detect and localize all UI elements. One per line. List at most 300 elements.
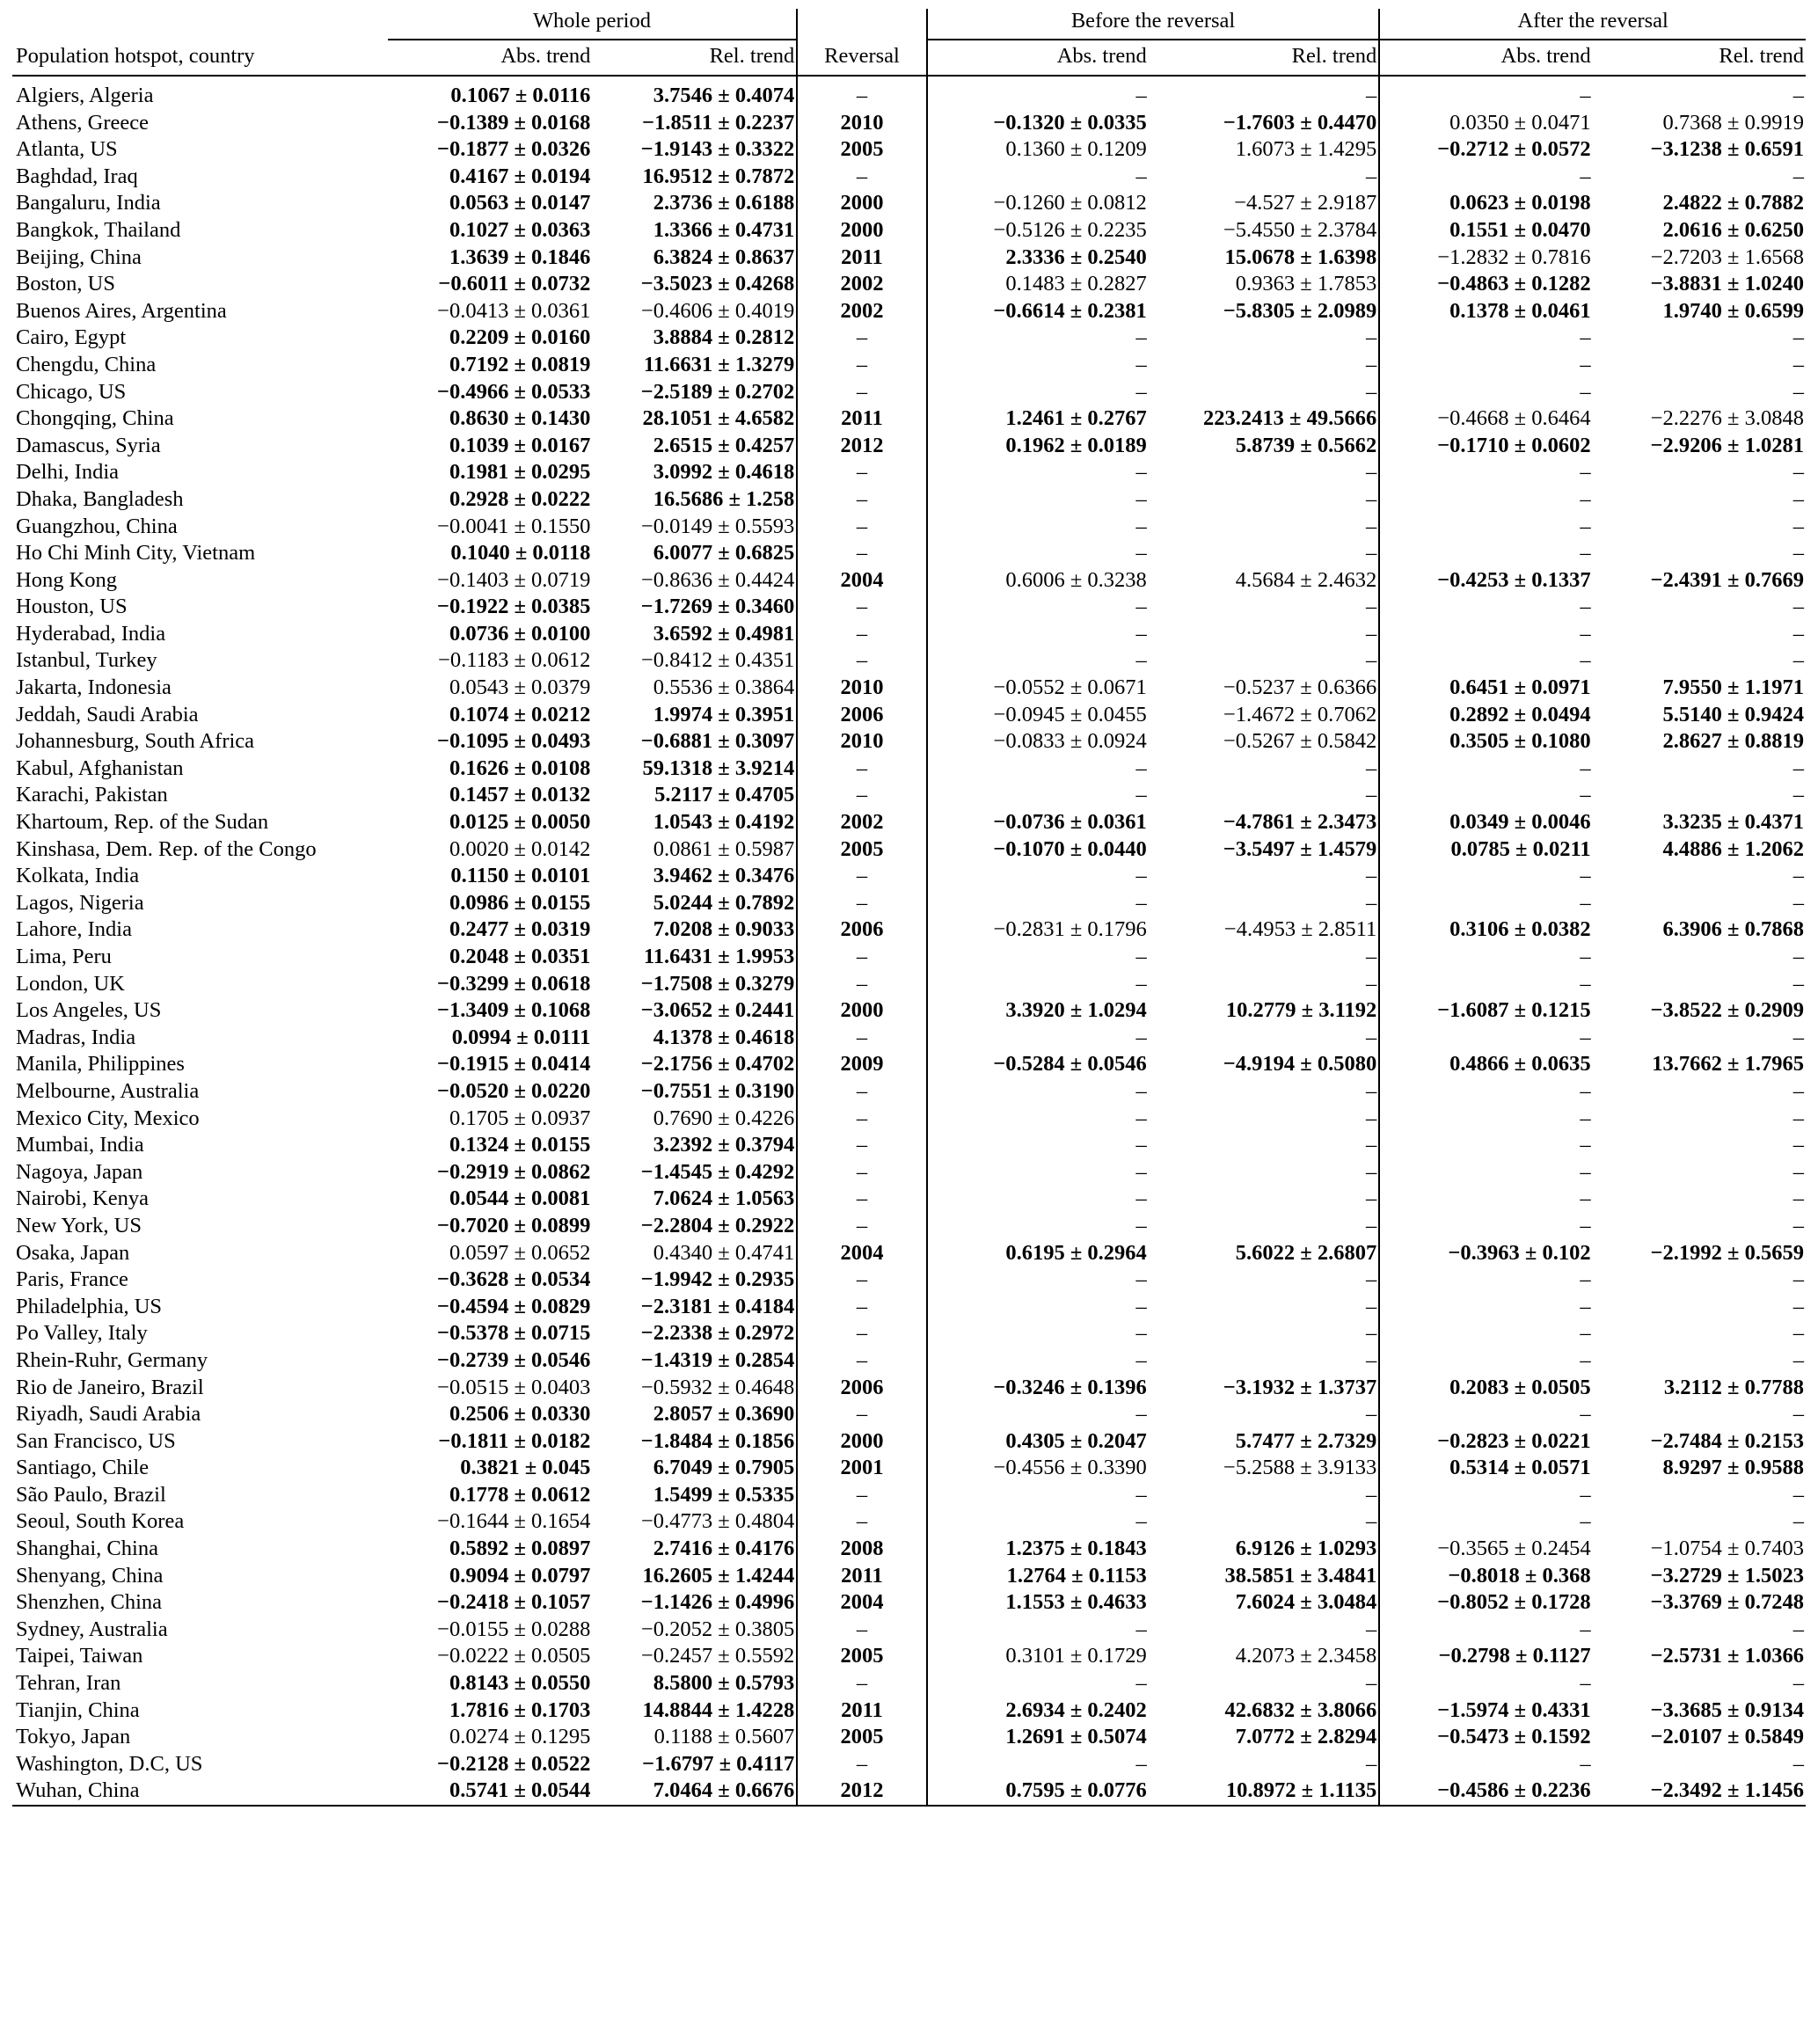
- table-row: [12, 136, 1806, 164]
- table-row: [12, 459, 1806, 486]
- cell-whole-abs-trend: −0.1389 ± 0.0168: [437, 110, 591, 135]
- cell-hotspot-name: Po Valley, Italy: [16, 1321, 148, 1346]
- cell-whole-abs-trend: 0.1067 ± 0.0116: [450, 84, 591, 107]
- cell-whole-abs-trend: −0.4966 ± 0.0533: [437, 379, 591, 404]
- cell-whole-rel-trend: 0.1188 ± 0.5607: [653, 1725, 795, 1749]
- table-row: [12, 1778, 1806, 1806]
- table-row: [12, 76, 1806, 110]
- cell-before-abs-trend: 0.1360 ± 0.1209: [927, 136, 1149, 164]
- cell-whole-abs-trend: −0.0413 ± 0.0361: [437, 298, 591, 323]
- cell-reversal-year: –: [797, 1508, 927, 1536]
- table-row: [12, 1455, 1806, 1482]
- table-row: [12, 1536, 1806, 1563]
- cell-before-abs-trend: –: [927, 1670, 1149, 1697]
- cell-hotspot-name: New York, US: [16, 1213, 142, 1237]
- table-body: [12, 76, 1806, 1806]
- cell-after-abs-trend: –: [1379, 1294, 1592, 1321]
- cell-after-rel-trend: 2.0616 ± 0.6250: [1662, 217, 1804, 242]
- cell-whole-rel-trend: −3.5023 ± 0.4268: [640, 272, 795, 296]
- cell-reversal-year: –: [797, 782, 927, 809]
- cell-after-rel-trend: –: [1792, 864, 1804, 888]
- table-row: [12, 1697, 1806, 1725]
- cell-hotspot-name: Taipei, Taiwan: [16, 1644, 143, 1668]
- cell-whole-abs-trend: 0.0544 ± 0.0081: [449, 1186, 591, 1211]
- cell-whole-abs-trend: −0.0515 ± 0.0403: [437, 1375, 591, 1399]
- cell-after-rel-trend: –: [1792, 514, 1804, 538]
- cell-after-abs-trend: –: [1379, 594, 1592, 621]
- cell-whole-abs-trend: 0.0125 ± 0.0050: [449, 810, 591, 835]
- cell-reversal-year: –: [797, 1078, 927, 1106]
- cell-after-rel-trend: –: [1792, 1671, 1804, 1696]
- cell-reversal-year: –: [797, 379, 927, 406]
- cell-reversal-year: –: [797, 1617, 927, 1644]
- cell-whole-rel-trend: −2.5189 ± 0.2702: [640, 379, 795, 404]
- cell-hotspot-name: Jakarta, Indonesia: [16, 675, 172, 700]
- cell-hotspot-name: Kolkata, India: [16, 864, 140, 888]
- cell-before-rel-trend: –: [1366, 486, 1377, 511]
- cell-hotspot-name: Bangkok, Thailand: [16, 217, 181, 242]
- cell-after-abs-trend: −0.2798 ± 0.1127: [1379, 1643, 1592, 1670]
- col-header-whole-rel: Rel. trend: [592, 40, 797, 76]
- cell-hotspot-name: Chengdu, China: [16, 352, 157, 376]
- group-header-blank: [12, 9, 388, 40]
- cell-before-rel-trend: 4.2073 ± 2.3458: [1235, 1644, 1377, 1668]
- cell-before-abs-trend: –: [927, 1186, 1149, 1213]
- table-row: [12, 675, 1806, 702]
- table-row: [12, 298, 1806, 325]
- cell-whole-rel-trend: 3.9462 ± 0.3476: [653, 864, 795, 888]
- cell-whole-rel-trend: 3.0992 ± 0.4618: [653, 460, 795, 485]
- cell-after-rel-trend: –: [1792, 1509, 1804, 1534]
- table-row: [12, 486, 1806, 514]
- cell-whole-rel-trend: 0.4340 ± 0.4741: [653, 1240, 795, 1265]
- cell-after-abs-trend: –: [1379, 1347, 1592, 1375]
- cell-after-rel-trend: –: [1792, 971, 1804, 996]
- cell-after-abs-trend: –: [1379, 971, 1592, 998]
- cell-reversal-year: –: [797, 971, 927, 998]
- cell-after-rel-trend: –: [1792, 1213, 1804, 1237]
- cell-after-rel-trend: 3.3235 ± 0.4371: [1662, 810, 1804, 835]
- cell-before-rel-trend: 42.6832 ± 3.8066: [1224, 1697, 1377, 1722]
- cell-after-rel-trend: −1.0754 ± 0.7403: [1650, 1537, 1804, 1561]
- group-header-row: [12, 9, 1806, 40]
- table-row: [12, 944, 1806, 971]
- cell-before-abs-trend: –: [927, 379, 1149, 406]
- cell-whole-abs-trend: −0.1811 ± 0.0182: [438, 1428, 591, 1453]
- cell-after-rel-trend: 2.4822 ± 0.7882: [1662, 191, 1804, 215]
- table-row: [12, 1186, 1806, 1213]
- cell-before-rel-trend: 5.6022 ± 2.6807: [1235, 1240, 1377, 1265]
- cell-before-rel-trend: −5.8305 ± 2.0989: [1223, 298, 1377, 323]
- cell-after-rel-trend: 7.9550 ± 1.1971: [1662, 675, 1804, 700]
- cell-after-abs-trend: –: [1379, 1159, 1592, 1186]
- table-row: [12, 997, 1806, 1025]
- cell-before-rel-trend: –: [1366, 1509, 1377, 1534]
- table-row: [12, 567, 1806, 595]
- cell-before-abs-trend: –: [927, 971, 1149, 998]
- cell-reversal-year: –: [797, 1751, 927, 1778]
- cell-whole-abs-trend: −0.0155 ± 0.0288: [437, 1617, 591, 1641]
- table-row: [12, 1375, 1806, 1402]
- cell-whole-abs-trend: −0.0222 ± 0.0505: [437, 1644, 591, 1668]
- cell-before-rel-trend: −4.7861 ± 2.3473: [1223, 810, 1377, 835]
- cell-reversal-year: –: [797, 352, 927, 379]
- cell-before-abs-trend: –: [927, 1267, 1149, 1294]
- cell-after-abs-trend: −1.2832 ± 0.7816: [1379, 245, 1592, 272]
- cell-after-abs-trend: –: [1379, 76, 1592, 110]
- table-row: [12, 971, 1806, 998]
- cell-before-abs-trend: −0.1070 ± 0.0440: [927, 836, 1149, 864]
- cell-after-rel-trend: −3.3685 ± 0.9134: [1650, 1697, 1804, 1722]
- cell-before-rel-trend: –: [1366, 164, 1377, 188]
- cell-before-abs-trend: −0.0552 ± 0.0671: [927, 675, 1149, 702]
- trends-table: [12, 9, 1806, 1807]
- cell-whole-abs-trend: 0.0543 ± 0.0379: [449, 675, 591, 700]
- cell-after-abs-trend: 0.1551 ± 0.0470: [1379, 217, 1592, 245]
- cell-after-abs-trend: −0.3963 ± 0.102: [1379, 1240, 1592, 1267]
- cell-whole-rel-trend: 7.0624 ± 1.0563: [653, 1186, 795, 1211]
- cell-reversal-year: –: [797, 514, 927, 541]
- cell-before-abs-trend: −0.3246 ± 0.1396: [927, 1375, 1149, 1402]
- cell-whole-abs-trend: 0.0020 ± 0.0142: [449, 836, 591, 861]
- cell-before-abs-trend: 2.3336 ± 0.2540: [927, 245, 1149, 272]
- cell-hotspot-name: Shenyang, China: [16, 1563, 164, 1588]
- table-row: [12, 1428, 1806, 1456]
- cell-after-rel-trend: −2.3492 ± 1.1456: [1593, 1778, 1806, 1806]
- table-row: [12, 271, 1806, 298]
- cell-hotspot-name: Seoul, South Korea: [16, 1509, 185, 1534]
- cell-before-rel-trend: –: [1366, 1106, 1377, 1130]
- cell-whole-abs-trend: −0.3628 ± 0.0534: [437, 1267, 591, 1292]
- cell-after-abs-trend: −0.4668 ± 0.6464: [1379, 405, 1592, 433]
- cell-before-abs-trend: –: [927, 1482, 1149, 1509]
- cell-whole-rel-trend: −1.8511 ± 0.2237: [642, 110, 795, 135]
- cell-after-abs-trend: –: [1379, 756, 1592, 783]
- table-row: [12, 1213, 1806, 1240]
- cell-reversal-year: 2011: [797, 245, 927, 272]
- cell-after-rel-trend: −2.9206 ± 1.0281: [1650, 433, 1804, 457]
- cell-after-abs-trend: –: [1379, 1078, 1592, 1106]
- cell-before-abs-trend: 1.2691 ± 0.5074: [927, 1724, 1149, 1751]
- table-row: [12, 1751, 1806, 1778]
- cell-before-rel-trend: –: [1366, 1347, 1377, 1372]
- table-row: [12, 1508, 1806, 1536]
- cell-reversal-year: –: [797, 594, 927, 621]
- cell-before-abs-trend: −0.4556 ± 0.3390: [927, 1455, 1149, 1482]
- cell-after-rel-trend: –: [1792, 595, 1804, 619]
- cell-hotspot-name: São Paulo, Brazil: [16, 1482, 166, 1507]
- cell-whole-abs-trend: −0.1644 ± 0.1654: [437, 1509, 591, 1534]
- cell-after-rel-trend: −2.0107 ± 0.5849: [1650, 1725, 1804, 1749]
- cell-hotspot-name: Hong Kong: [16, 567, 118, 592]
- cell-after-abs-trend: 0.4866 ± 0.0635: [1379, 1051, 1592, 1078]
- cell-before-rel-trend: −0.5237 ± 0.6366: [1223, 675, 1377, 700]
- cell-after-rel-trend: −3.8831 ± 1.0240: [1650, 272, 1804, 296]
- cell-whole-abs-trend: 0.1778 ± 0.0612: [449, 1482, 591, 1507]
- cell-whole-rel-trend: 16.5686 ± 1.258: [653, 486, 795, 511]
- cell-after-abs-trend: 0.0350 ± 0.0471: [1379, 110, 1592, 137]
- cell-whole-abs-trend: 1.7816 ± 0.1703: [449, 1697, 591, 1722]
- table-row: [12, 217, 1806, 245]
- cell-before-abs-trend: –: [927, 486, 1149, 514]
- table-row: [12, 190, 1806, 217]
- cell-whole-abs-trend: −0.0041 ± 0.1550: [437, 514, 591, 538]
- cell-before-abs-trend: 2.6934 ± 0.2402: [927, 1697, 1149, 1725]
- cell-after-abs-trend: –: [1379, 164, 1592, 191]
- table-row: [12, 1320, 1806, 1347]
- cell-before-abs-trend: −0.5284 ± 0.0546: [927, 1051, 1149, 1078]
- cell-whole-rel-trend: −1.9942 ± 0.2935: [640, 1267, 795, 1292]
- cell-hotspot-name: Shanghai, China: [16, 1537, 158, 1561]
- cell-before-abs-trend: 1.2375 ± 0.1843: [927, 1536, 1149, 1563]
- cell-reversal-year: 2005: [797, 1724, 927, 1751]
- col-header-reversal: Reversal: [797, 40, 927, 76]
- table-row: [12, 433, 1806, 460]
- cell-whole-rel-trend: −1.4545 ± 0.4292: [640, 1159, 795, 1184]
- cell-whole-rel-trend: −0.4773 ± 0.4804: [640, 1509, 795, 1534]
- cell-before-abs-trend: −0.0736 ± 0.0361: [927, 809, 1149, 836]
- cell-before-abs-trend: 0.6006 ± 0.3238: [927, 567, 1149, 595]
- cell-before-rel-trend: –: [1366, 1267, 1377, 1292]
- cell-after-rel-trend: 8.9297 ± 0.9588: [1662, 1456, 1804, 1480]
- cell-before-abs-trend: –: [927, 325, 1149, 352]
- cell-whole-abs-trend: 0.0563 ± 0.0147: [449, 191, 591, 215]
- cell-whole-abs-trend: −0.2418 ± 0.1057: [437, 1590, 591, 1615]
- cell-before-rel-trend: 10.8972 ± 1.1135: [1149, 1778, 1379, 1806]
- cell-after-rel-trend: –: [1792, 621, 1804, 646]
- table-row: [12, 1240, 1806, 1267]
- cell-after-rel-trend: –: [1792, 164, 1804, 188]
- cell-hotspot-name: Mexico City, Mexico: [16, 1106, 200, 1130]
- cell-whole-abs-trend: 0.1040 ± 0.0118: [450, 541, 591, 566]
- cell-before-rel-trend: –: [1366, 1159, 1377, 1184]
- cell-hotspot-name: Baghdad, Iraq: [16, 164, 138, 188]
- cell-after-rel-trend: –: [1792, 1321, 1804, 1346]
- cell-before-abs-trend: 0.7595 ± 0.0776: [927, 1778, 1149, 1806]
- cell-whole-rel-trend: 11.6631 ± 1.3279: [643, 352, 795, 376]
- table-row: [12, 1401, 1806, 1428]
- cell-before-rel-trend: –: [1366, 514, 1377, 538]
- cell-hotspot-name: London, UK: [16, 971, 125, 996]
- cell-whole-abs-trend: 0.1324 ± 0.0155: [449, 1133, 591, 1157]
- cell-reversal-year: –: [797, 944, 927, 971]
- cell-before-rel-trend: –: [1366, 971, 1377, 996]
- cell-after-rel-trend: –: [1792, 783, 1804, 807]
- cell-before-rel-trend: 10.2779 ± 3.1192: [1225, 998, 1377, 1023]
- cell-before-rel-trend: −3.1932 ± 1.3737: [1223, 1375, 1377, 1399]
- cell-before-rel-trend: –: [1366, 621, 1377, 646]
- cell-whole-rel-trend: 16.2605 ± 1.4244: [642, 1563, 795, 1588]
- group-header-after-reversal: After the reversal: [1379, 9, 1806, 40]
- cell-reversal-year: 2004: [797, 1589, 927, 1617]
- cell-after-rel-trend: 13.7662 ± 1.7965: [1652, 1052, 1804, 1077]
- cell-before-rel-trend: –: [1366, 1133, 1377, 1157]
- cell-after-rel-trend: –: [1792, 1133, 1804, 1157]
- cell-hotspot-name: Melbourne, Australia: [16, 1078, 200, 1103]
- cell-whole-abs-trend: −1.3409 ± 0.1068: [437, 998, 591, 1023]
- cell-before-rel-trend: –: [1366, 1751, 1377, 1776]
- cell-after-rel-trend: −3.2729 ± 1.5023: [1650, 1563, 1804, 1588]
- cell-before-rel-trend: 4.5684 ± 2.4632: [1235, 567, 1377, 592]
- cell-before-abs-trend: 0.3101 ± 0.1729: [927, 1643, 1149, 1670]
- cell-after-rel-trend: –: [1792, 1186, 1804, 1211]
- cell-after-abs-trend: –: [1379, 1401, 1592, 1428]
- cell-hotspot-name: Nairobi, Kenya: [16, 1186, 150, 1211]
- cell-after-abs-trend: 0.3106 ± 0.0382: [1379, 916, 1592, 944]
- cell-before-abs-trend: –: [927, 164, 1149, 191]
- cell-after-abs-trend: –: [1379, 1186, 1592, 1213]
- cell-after-abs-trend: –: [1379, 890, 1592, 917]
- cell-whole-abs-trend: 0.0736 ± 0.0100: [449, 621, 591, 646]
- cell-whole-rel-trend: −2.2338 ± 0.2972: [640, 1321, 795, 1346]
- cell-reversal-year: –: [797, 1159, 927, 1186]
- cell-reversal-year: –: [797, 756, 927, 783]
- table-row: [12, 1724, 1806, 1751]
- cell-before-abs-trend: –: [927, 1401, 1149, 1428]
- col-header-after-abs: Abs. trend: [1379, 40, 1592, 76]
- cell-whole-rel-trend: 1.9974 ± 0.3951: [653, 702, 795, 726]
- cell-whole-rel-trend: −0.6881 ± 0.3097: [640, 729, 795, 754]
- cell-whole-rel-trend: −1.8484 ± 0.1856: [640, 1428, 795, 1453]
- table-row: [12, 110, 1806, 137]
- cell-before-rel-trend: −3.5497 ± 1.4579: [1223, 836, 1377, 861]
- cell-hotspot-name: Dhaka, Bangladesh: [16, 486, 184, 511]
- cell-after-abs-trend: –: [1379, 1670, 1592, 1697]
- cell-after-rel-trend: −3.8522 ± 0.2909: [1650, 998, 1804, 1023]
- cell-after-abs-trend: –: [1379, 1617, 1592, 1644]
- cell-after-rel-trend: –: [1792, 1078, 1804, 1103]
- cell-whole-abs-trend: 0.0597 ± 0.0652: [449, 1240, 591, 1265]
- cell-reversal-year: 2001: [797, 1455, 927, 1482]
- cell-reversal-year: –: [797, 1401, 927, 1428]
- cell-whole-abs-trend: 0.7192 ± 0.0819: [449, 352, 591, 376]
- cell-reversal-year: 2006: [797, 916, 927, 944]
- cell-before-rel-trend: 7.0772 ± 2.8294: [1235, 1725, 1377, 1749]
- table-row: [12, 1132, 1806, 1159]
- cell-reversal-year: 2005: [797, 836, 927, 864]
- cell-whole-rel-trend: 5.0244 ± 0.7892: [653, 890, 795, 915]
- cell-hotspot-name: Shenzhen, China: [16, 1590, 163, 1615]
- cell-whole-abs-trend: 0.1039 ± 0.0167: [449, 433, 591, 457]
- cell-after-abs-trend: −1.5974 ± 0.4331: [1379, 1697, 1592, 1725]
- cell-reversal-year: 2012: [797, 433, 927, 460]
- cell-whole-abs-trend: 0.2477 ± 0.0319: [449, 917, 591, 942]
- cell-whole-abs-trend: 0.2928 ± 0.0222: [449, 486, 591, 511]
- cell-hotspot-name: Delhi, India: [16, 460, 120, 485]
- cell-before-abs-trend: –: [927, 514, 1149, 541]
- cell-whole-abs-trend: 0.1457 ± 0.0132: [449, 783, 591, 807]
- cell-after-abs-trend: −0.8052 ± 0.1728: [1379, 1589, 1592, 1617]
- cell-whole-rel-trend: 0.7690 ± 0.4226: [653, 1106, 795, 1130]
- cell-hotspot-name: Kabul, Afghanistan: [16, 756, 184, 780]
- cell-whole-abs-trend: −0.5378 ± 0.0715: [437, 1321, 591, 1346]
- table-row: [12, 1159, 1806, 1186]
- cell-before-abs-trend: –: [927, 1132, 1149, 1159]
- cell-before-rel-trend: –: [1366, 1617, 1377, 1641]
- cell-whole-abs-trend: 0.2506 ± 0.0330: [449, 1402, 591, 1427]
- cell-after-rel-trend: –: [1792, 379, 1804, 404]
- table-row: [12, 621, 1806, 648]
- table-row: [12, 1563, 1806, 1590]
- cell-whole-rel-trend: −1.7269 ± 0.3460: [640, 595, 795, 619]
- cell-before-rel-trend: –: [1366, 84, 1377, 107]
- cell-after-abs-trend: –: [1379, 514, 1592, 541]
- cell-after-abs-trend: −0.5473 ± 0.1592: [1379, 1724, 1592, 1751]
- cell-whole-rel-trend: 1.3366 ± 0.4731: [653, 217, 795, 242]
- cell-reversal-year: –: [797, 1106, 927, 1133]
- cell-whole-rel-trend: 5.2117 ± 0.4705: [654, 783, 795, 807]
- cell-before-rel-trend: −4.527 ± 2.9187: [1234, 191, 1377, 215]
- cell-before-rel-trend: –: [1366, 1078, 1377, 1103]
- table-row: [12, 1025, 1806, 1052]
- cell-reversal-year: –: [797, 540, 927, 567]
- column-header-row: [12, 40, 1806, 76]
- cell-whole-rel-trend: −0.2457 ± 0.5592: [640, 1644, 795, 1668]
- cell-hotspot-name: Sydney, Australia: [16, 1617, 168, 1641]
- cell-after-rel-trend: −2.5731 ± 1.0366: [1650, 1644, 1804, 1668]
- cell-after-abs-trend: –: [1379, 863, 1592, 890]
- cell-before-abs-trend: –: [927, 621, 1149, 648]
- cell-whole-abs-trend: −0.7020 ± 0.0899: [437, 1213, 591, 1237]
- cell-whole-rel-trend: 4.1378 ± 0.4618: [653, 1025, 795, 1049]
- cell-after-rel-trend: –: [1792, 460, 1804, 485]
- cell-before-abs-trend: –: [927, 782, 1149, 809]
- cell-reversal-year: 2006: [797, 1375, 927, 1402]
- cell-reversal-year: –: [797, 76, 927, 110]
- cell-whole-abs-trend: 0.0994 ± 0.0111: [451, 1025, 591, 1049]
- cell-whole-rel-trend: 3.6592 ± 0.4981: [653, 621, 795, 646]
- cell-hotspot-name: Khartoum, Rep. of the Sudan: [16, 810, 269, 835]
- cell-hotspot-name: Rio de Janeiro, Brazil: [16, 1375, 204, 1399]
- col-header-hotspot: Population hotspot, country: [12, 40, 388, 76]
- cell-hotspot-name: Ho Chi Minh City, Vietnam: [16, 541, 256, 566]
- group-header-whole-period: Whole period: [388, 9, 797, 40]
- cell-before-abs-trend: –: [927, 1078, 1149, 1106]
- table-row: [12, 594, 1806, 621]
- cell-whole-rel-trend: 7.0208 ± 0.9033: [653, 917, 795, 942]
- table-row: [12, 1589, 1806, 1617]
- cell-before-rel-trend: −4.4953 ± 2.8511: [1223, 917, 1377, 942]
- cell-after-rel-trend: –: [1792, 1106, 1804, 1130]
- cell-after-rel-trend: –: [1792, 1347, 1804, 1372]
- cell-whole-abs-trend: 0.1150 ± 0.0101: [450, 864, 591, 888]
- cell-before-abs-trend: –: [927, 1617, 1149, 1644]
- cell-hotspot-name: Washington, D.C, US: [16, 1751, 203, 1776]
- cell-before-rel-trend: −5.2588 ± 3.9133: [1223, 1456, 1377, 1480]
- cell-before-rel-trend: −4.9194 ± 0.5080: [1223, 1052, 1377, 1077]
- table-row: [12, 836, 1806, 864]
- cell-hotspot-name: Riyadh, Saudi Arabia: [16, 1402, 201, 1427]
- cell-after-abs-trend: 0.2083 ± 0.0505: [1379, 1375, 1592, 1402]
- cell-reversal-year: –: [797, 863, 927, 890]
- cell-before-abs-trend: –: [927, 1159, 1149, 1186]
- cell-whole-rel-trend: −0.0149 ± 0.5593: [640, 514, 795, 538]
- cell-before-abs-trend: –: [927, 76, 1149, 110]
- cell-after-rel-trend: –: [1792, 84, 1804, 107]
- cell-whole-abs-trend: 0.5741 ± 0.0544: [388, 1778, 593, 1806]
- cell-before-abs-trend: –: [927, 540, 1149, 567]
- cell-whole-abs-trend: −0.0520 ± 0.0220: [437, 1078, 591, 1103]
- table-row: [12, 1482, 1806, 1509]
- cell-after-abs-trend: –: [1379, 1025, 1592, 1052]
- cell-after-rel-trend: −3.3769 ± 0.7248: [1650, 1590, 1804, 1615]
- cell-whole-rel-trend: 3.2392 ± 0.3794: [653, 1133, 795, 1157]
- cell-after-rel-trend: –: [1792, 1751, 1804, 1776]
- cell-whole-rel-trend: −1.6797 ± 0.4117: [642, 1751, 795, 1776]
- cell-whole-abs-trend: −0.1095 ± 0.0493: [437, 729, 591, 754]
- cell-after-abs-trend: –: [1379, 459, 1592, 486]
- cell-whole-rel-trend: 1.5499 ± 0.5335: [653, 1482, 795, 1507]
